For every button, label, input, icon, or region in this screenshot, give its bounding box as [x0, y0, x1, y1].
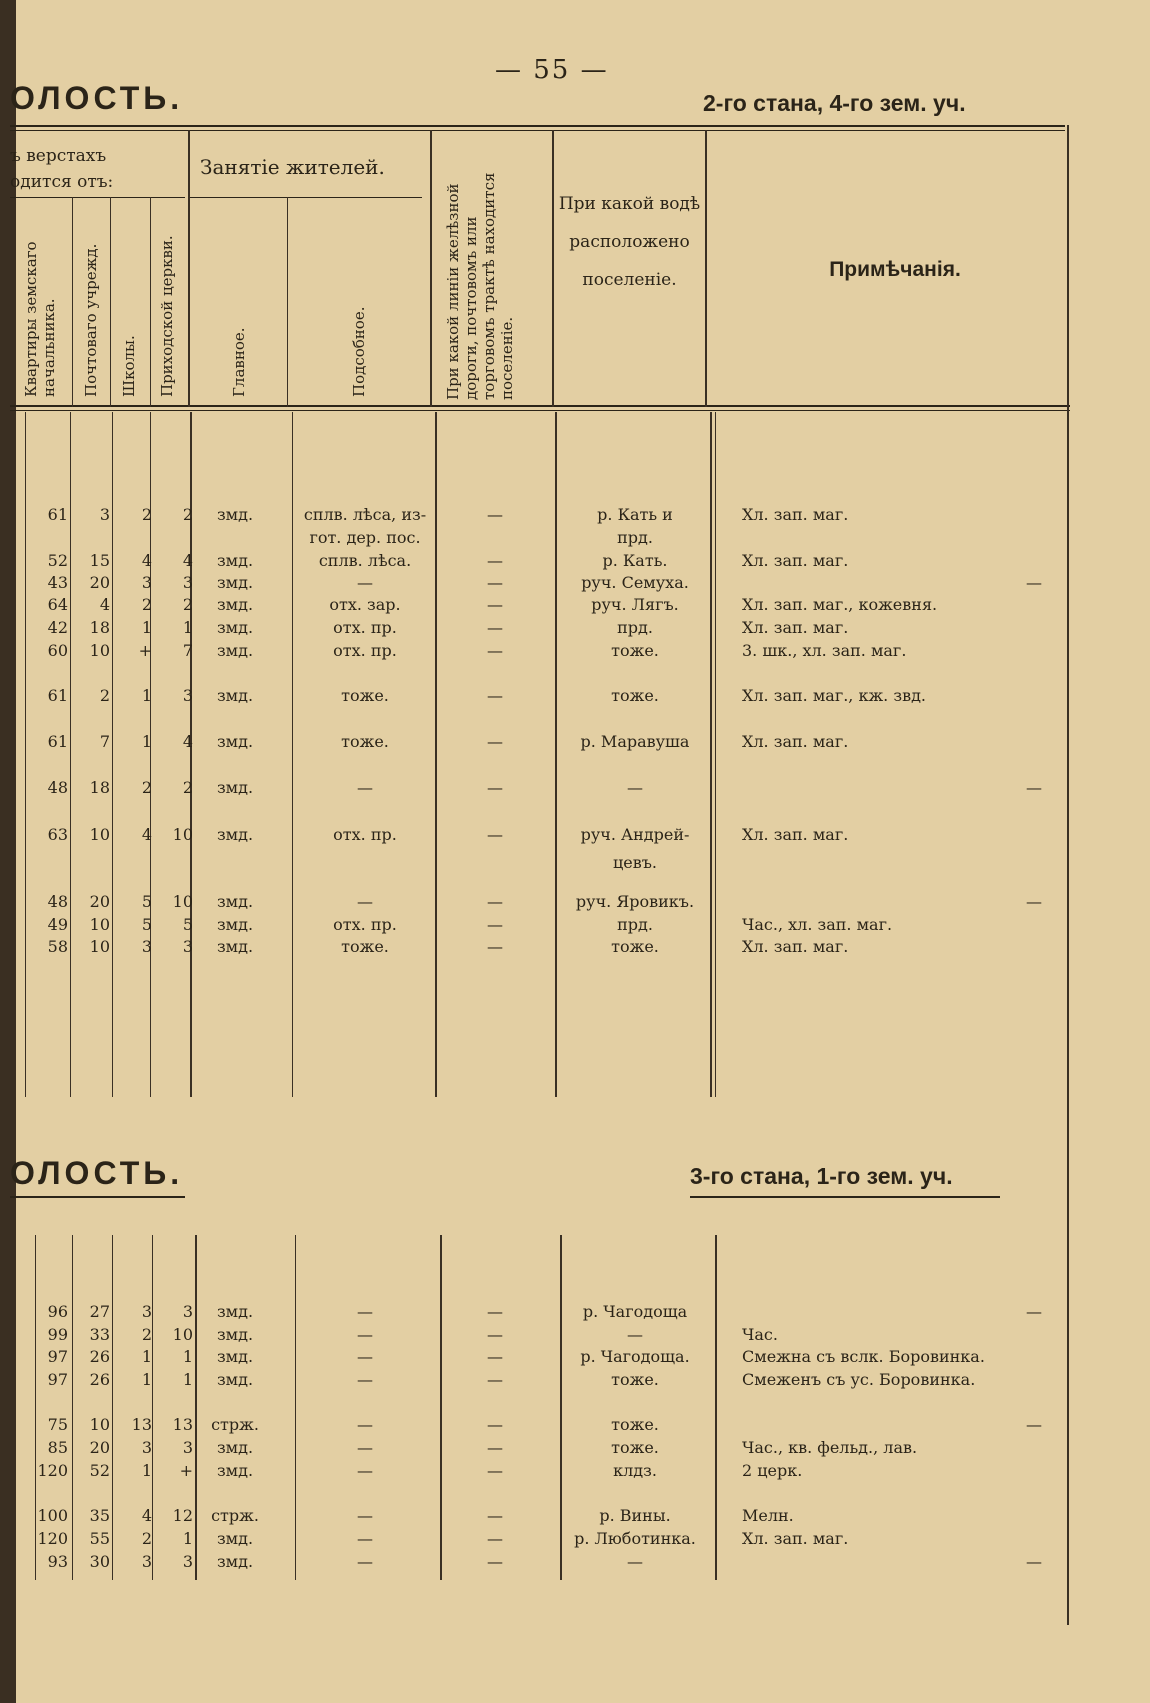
- cell-s: 1: [141, 732, 152, 751]
- hdr-vline: [430, 130, 432, 407]
- table-row: [0, 1506, 1150, 1528]
- cell-p: 30: [89, 1552, 110, 1571]
- cell-z: 64: [47, 595, 68, 614]
- cell-c: 2: [182, 778, 193, 797]
- cell-z: 99: [47, 1325, 68, 1344]
- cell-water: тоже.: [611, 686, 659, 705]
- cell-c: 1: [182, 1529, 193, 1548]
- cell-p: 26: [89, 1347, 110, 1366]
- cell-main: змд.: [216, 937, 254, 956]
- cell-c: 1: [182, 1347, 193, 1366]
- table-row: [0, 915, 1150, 937]
- cell-z: 42: [47, 618, 68, 637]
- cell-c: 3: [182, 1302, 193, 1321]
- table-row: [0, 505, 1150, 527]
- cell-p: 33: [89, 1325, 110, 1344]
- cell-road: —: [487, 618, 503, 637]
- occupation-divider: [190, 197, 422, 198]
- cell-c: 3: [182, 1552, 193, 1571]
- cell-s: 2: [141, 1529, 152, 1548]
- cell-p: 35: [89, 1506, 110, 1525]
- cell-s: 1: [141, 1461, 152, 1480]
- cell-c: 3: [182, 937, 193, 956]
- cell-water: тоже.: [611, 1370, 659, 1389]
- table-row: [0, 1347, 1150, 1369]
- cell-notes: Хл. зап. маг., кожевня.: [742, 595, 938, 614]
- cell-main: змд.: [216, 1461, 254, 1480]
- cell-aux: тоже.: [341, 937, 389, 956]
- cell-main: змд.: [216, 573, 254, 592]
- header-col-notes: Примѣчанія.: [829, 258, 961, 281]
- cell-z: 75: [47, 1415, 68, 1434]
- cell-aux: —: [357, 1325, 373, 1344]
- table-row: [0, 1415, 1150, 1437]
- cell-water: руч. Лягъ.: [591, 595, 679, 614]
- section1-stan: 2-го стана, 4-го зем. уч.: [703, 90, 966, 116]
- hdr-vline: [705, 130, 707, 407]
- cell-c: +: [179, 1461, 193, 1480]
- cell-aux: —: [357, 778, 373, 797]
- cell-road: —: [487, 1461, 503, 1480]
- cell-water: руч. Семуха.: [581, 573, 689, 592]
- cell-z: 60: [47, 641, 68, 660]
- row1-aux-cont: гот. дер. пос.: [309, 528, 421, 547]
- table-row: [0, 618, 1150, 640]
- cell-aux: сплв. лѣса, из-: [303, 505, 427, 524]
- cell-water: прд.: [617, 915, 653, 934]
- section2-stan-underline: [690, 1196, 1000, 1198]
- cell-aux: отх. зар.: [329, 595, 401, 614]
- cell-water: —: [627, 1325, 643, 1344]
- cell-main: стрж.: [211, 1506, 259, 1525]
- cell-main: змд.: [216, 505, 254, 524]
- cell-c: 10: [172, 892, 193, 911]
- table-row: [0, 1461, 1150, 1483]
- cell-main: змд.: [216, 778, 254, 797]
- table-row: [0, 732, 1150, 754]
- cell-p: 10: [89, 825, 110, 844]
- cell-road: —: [487, 892, 503, 911]
- cell-road: —: [487, 573, 503, 592]
- header-occupation-group: Занятіе жителей.: [200, 155, 385, 179]
- hdr-vline: [150, 197, 151, 407]
- cell-road: —: [487, 1506, 503, 1525]
- cell-z: 63: [47, 825, 68, 844]
- cell-c: 1: [182, 1370, 193, 1389]
- cell-notes: —: [1026, 1552, 1042, 1571]
- header-top-rule-2: [10, 130, 1065, 131]
- cell-c: 12: [172, 1506, 193, 1525]
- cell-road: —: [487, 1370, 503, 1389]
- cell-water: р. Люботинка.: [574, 1529, 696, 1548]
- cell-p: 7: [99, 732, 110, 751]
- header-top-rule: [10, 125, 1065, 127]
- cell-z: 49: [47, 915, 68, 934]
- cell-s: +: [138, 641, 152, 660]
- cell-aux: —: [357, 573, 373, 592]
- cell-c: 7: [182, 641, 193, 660]
- header-col-road: При какой линіи желѣзной дороги, почтовомъ или торговомъ трактѣ находится поселеніе.: [444, 172, 516, 400]
- cell-c: 10: [172, 825, 193, 844]
- cell-c: 5: [182, 915, 193, 934]
- cell-main: змд.: [216, 1552, 254, 1571]
- cell-p: 10: [89, 937, 110, 956]
- cell-p: 26: [89, 1370, 110, 1389]
- cell-s: 5: [141, 892, 152, 911]
- cell-road: —: [487, 825, 503, 844]
- hdr-vline: [110, 197, 111, 407]
- row10-water-cont: цевъ.: [612, 853, 658, 872]
- cell-aux: сплв. лѣса.: [318, 551, 412, 570]
- cell-road: —: [487, 1529, 503, 1548]
- cell-aux: отх. пр.: [333, 641, 397, 660]
- cell-aux: тоже.: [341, 686, 389, 705]
- cell-z: 61: [47, 732, 68, 751]
- cell-z: 96: [47, 1302, 68, 1321]
- cell-c: 1: [182, 618, 193, 637]
- cell-p: 20: [89, 892, 110, 911]
- cell-s: 2: [141, 1325, 152, 1344]
- cell-z: 43: [47, 573, 68, 592]
- cell-notes: Хл. зап. маг.: [742, 732, 849, 751]
- cell-notes: Хл. зап. маг.: [742, 551, 849, 570]
- cell-notes: 2 церк.: [742, 1461, 803, 1480]
- cell-notes: —: [1026, 778, 1042, 797]
- section2-title: ОЛОСТЬ.: [10, 1155, 184, 1191]
- cell-p: 55: [89, 1529, 110, 1548]
- cell-z: 52: [47, 551, 68, 570]
- table-row: [0, 1552, 1150, 1574]
- cell-s: 4: [141, 825, 152, 844]
- cell-z: 58: [47, 937, 68, 956]
- cell-main: змд.: [216, 1438, 254, 1457]
- cell-notes: Час.: [742, 1325, 778, 1344]
- right-border: [1067, 125, 1069, 1625]
- table-row: [0, 778, 1150, 800]
- header-col-main: Главное.: [230, 327, 248, 397]
- header-bottom-rule: [10, 405, 1070, 407]
- cell-aux: —: [357, 1506, 373, 1525]
- cell-z: 97: [47, 1370, 68, 1389]
- cell-notes: —: [1026, 1302, 1042, 1321]
- cell-s: 3: [141, 573, 152, 592]
- cell-s: 3: [141, 1302, 152, 1321]
- cell-water: тоже.: [611, 1438, 659, 1457]
- cell-notes: —: [1026, 573, 1042, 592]
- cell-z: 48: [47, 778, 68, 797]
- cell-aux: —: [357, 1370, 373, 1389]
- cell-z: 93: [47, 1552, 68, 1571]
- cell-p: 20: [89, 1438, 110, 1457]
- cell-main: стрж.: [211, 1415, 259, 1434]
- header-bottom-rule-2: [10, 410, 1070, 411]
- cell-p: 10: [89, 641, 110, 660]
- cell-p: 20: [89, 573, 110, 592]
- cell-main: змд.: [216, 825, 254, 844]
- table-row: [0, 1529, 1150, 1551]
- cell-notes: Хл. зап. маг.: [742, 1529, 849, 1548]
- cell-aux: —: [357, 1552, 373, 1571]
- row1-water-cont: прд.: [617, 528, 653, 547]
- header-col-aux: Подсобное.: [350, 306, 368, 397]
- header-col-post: Почтоваго учрежд.: [82, 243, 100, 397]
- table-row: [0, 551, 1150, 573]
- cell-z: 61: [47, 686, 68, 705]
- table-row: [0, 1325, 1150, 1347]
- page-number: — 55 —: [495, 55, 609, 85]
- cell-road: —: [487, 1552, 503, 1571]
- cell-s: 2: [141, 505, 152, 524]
- cell-z: 120: [37, 1461, 68, 1480]
- cell-water: тоже.: [611, 641, 659, 660]
- cell-water: —: [627, 778, 643, 797]
- cell-notes: —: [1026, 892, 1042, 911]
- cell-aux: —: [357, 1415, 373, 1434]
- cell-road: —: [487, 1347, 503, 1366]
- cell-notes: —: [1026, 1415, 1042, 1434]
- cell-water: тоже.: [611, 1415, 659, 1434]
- cell-main: змд.: [216, 892, 254, 911]
- cell-s: 2: [141, 595, 152, 614]
- cell-notes: Смеженъ съ ус. Боровинка.: [742, 1370, 976, 1389]
- cell-c: 3: [182, 573, 193, 592]
- cell-water: р. Кать и: [597, 505, 673, 524]
- table-row: [0, 825, 1150, 847]
- cell-road: —: [487, 1302, 503, 1321]
- cell-water: клдз.: [613, 1461, 657, 1480]
- cell-z: 100: [37, 1506, 68, 1525]
- cell-z: 61: [47, 505, 68, 524]
- hdr-vline: [188, 130, 190, 407]
- cell-road: —: [487, 1415, 503, 1434]
- cell-c: 10: [172, 1325, 193, 1344]
- cell-p: 52: [89, 1461, 110, 1480]
- cell-aux: —: [357, 1529, 373, 1548]
- cell-water: прд.: [617, 618, 653, 637]
- header-col-zemsky: Квартиры земскаго начальника.: [22, 241, 58, 397]
- cell-main: змд.: [216, 1302, 254, 1321]
- cell-c: 2: [182, 595, 193, 614]
- cell-c: 13: [172, 1415, 193, 1434]
- header-col-water: При какой водѣ расположено поселеніе.: [558, 194, 701, 290]
- cell-main: змд.: [216, 1529, 254, 1548]
- cell-s: 1: [141, 1347, 152, 1366]
- cell-road: —: [487, 686, 503, 705]
- cell-s: 1: [141, 618, 152, 637]
- cell-water: —: [627, 1552, 643, 1571]
- cell-c: 3: [182, 686, 193, 705]
- table-row: [0, 1438, 1150, 1460]
- table-row: [0, 1302, 1150, 1324]
- cell-main: змд.: [216, 686, 254, 705]
- section2-stan: 3-го стана, 1-го зем. уч.: [690, 1163, 953, 1189]
- cell-s: 3: [141, 937, 152, 956]
- cell-c: 4: [182, 551, 193, 570]
- cell-aux: —: [357, 1347, 373, 1366]
- cell-z: 48: [47, 892, 68, 911]
- cell-water: руч. Андрей-: [580, 825, 690, 844]
- cell-p: 27: [89, 1302, 110, 1321]
- cell-s: 4: [141, 1506, 152, 1525]
- cell-p: 15: [89, 551, 110, 570]
- cell-aux: —: [357, 892, 373, 911]
- cell-road: —: [487, 937, 503, 956]
- cell-aux: отх. пр.: [333, 825, 397, 844]
- cell-water: тоже.: [611, 937, 659, 956]
- cell-s: 2: [141, 778, 152, 797]
- cell-notes: Хл. зап. маг.: [742, 825, 849, 844]
- cell-road: —: [487, 778, 503, 797]
- cell-s: 1: [141, 1370, 152, 1389]
- cell-s: 13: [131, 1415, 152, 1434]
- cell-notes: 3. шк., хл. зап. маг.: [742, 641, 907, 660]
- cell-s: 1: [141, 686, 152, 705]
- cell-s: 4: [141, 551, 152, 570]
- table-row: [0, 892, 1150, 914]
- cell-p: 3: [99, 505, 110, 524]
- cell-notes: Мелн.: [742, 1506, 794, 1525]
- cell-road: —: [487, 1325, 503, 1344]
- cell-notes: Хл. зап. маг.: [742, 618, 849, 637]
- header-col-school: Школы.: [120, 335, 138, 397]
- cell-c: 4: [182, 732, 193, 751]
- header-versty-group: ъ верстахъ одится отъ:: [10, 146, 114, 192]
- section2-title-underline: [10, 1196, 185, 1198]
- cell-water: р. Маравуша: [580, 732, 690, 751]
- cell-aux: тоже.: [341, 732, 389, 751]
- cell-p: 18: [89, 618, 110, 637]
- cell-z: 120: [37, 1529, 68, 1548]
- cell-water: руч. Яровикъ.: [575, 892, 695, 911]
- cell-p: 10: [89, 1415, 110, 1434]
- cell-main: змд.: [216, 1325, 254, 1344]
- cell-z: 97: [47, 1347, 68, 1366]
- section1-title: ОЛОСТЬ.: [10, 80, 184, 116]
- versty-divider: [10, 197, 185, 198]
- table-row: [0, 1370, 1150, 1392]
- hdr-vline: [72, 197, 73, 407]
- cell-water: р. Чагодоща.: [580, 1347, 690, 1366]
- cell-water: р. Кать.: [602, 551, 668, 570]
- cell-road: —: [487, 595, 503, 614]
- cell-s: 5: [141, 915, 152, 934]
- table-row: [0, 595, 1150, 617]
- cell-road: —: [487, 505, 503, 524]
- cell-water: р. Вины.: [599, 1506, 671, 1525]
- cell-s: 3: [141, 1552, 152, 1571]
- cell-aux: —: [357, 1438, 373, 1457]
- cell-notes: Час., кв. фельд., лав.: [742, 1438, 918, 1457]
- cell-road: —: [487, 551, 503, 570]
- cell-aux: отх. пр.: [333, 915, 397, 934]
- cell-road: —: [487, 1438, 503, 1457]
- cell-p: 18: [89, 778, 110, 797]
- cell-road: —: [487, 641, 503, 660]
- cell-road: —: [487, 915, 503, 934]
- cell-main: змд.: [216, 732, 254, 751]
- cell-main: змд.: [216, 595, 254, 614]
- cell-s: 3: [141, 1438, 152, 1457]
- cell-aux: —: [357, 1461, 373, 1480]
- cell-notes: Час., хл. зап. маг.: [742, 915, 893, 934]
- cell-p: 10: [89, 915, 110, 934]
- hdr-vline: [552, 130, 554, 407]
- table-row: [0, 573, 1150, 595]
- cell-main: змд.: [216, 1347, 254, 1366]
- cell-main: змд.: [216, 551, 254, 570]
- table-row: [0, 937, 1150, 959]
- cell-water: р. Чагодоща: [582, 1302, 688, 1321]
- cell-c: 3: [182, 1438, 193, 1457]
- cell-main: змд.: [216, 618, 254, 637]
- cell-road: —: [487, 732, 503, 751]
- cell-main: змд.: [216, 1370, 254, 1389]
- cell-notes: Хл. зап. маг., кж. звд.: [742, 686, 927, 705]
- hdr-vline: [287, 197, 288, 407]
- cell-aux: —: [357, 1302, 373, 1321]
- cell-notes: Смежна съ вслк. Боровинка.: [742, 1347, 985, 1366]
- table-row: [0, 641, 1150, 663]
- cell-c: 2: [182, 505, 193, 524]
- cell-main: змд.: [216, 641, 254, 660]
- table-row: [0, 686, 1150, 708]
- cell-aux: отх. пр.: [333, 618, 397, 637]
- row1-notes: Хл. зап. маг.: [742, 505, 849, 524]
- header-col-church: Приходской церкви.: [158, 235, 176, 397]
- cell-z: 85: [47, 1438, 68, 1457]
- cell-p: 2: [99, 686, 110, 705]
- cell-main: змд.: [216, 915, 254, 934]
- cell-notes: Хл. зап. маг.: [742, 937, 849, 956]
- cell-p: 4: [99, 595, 110, 614]
